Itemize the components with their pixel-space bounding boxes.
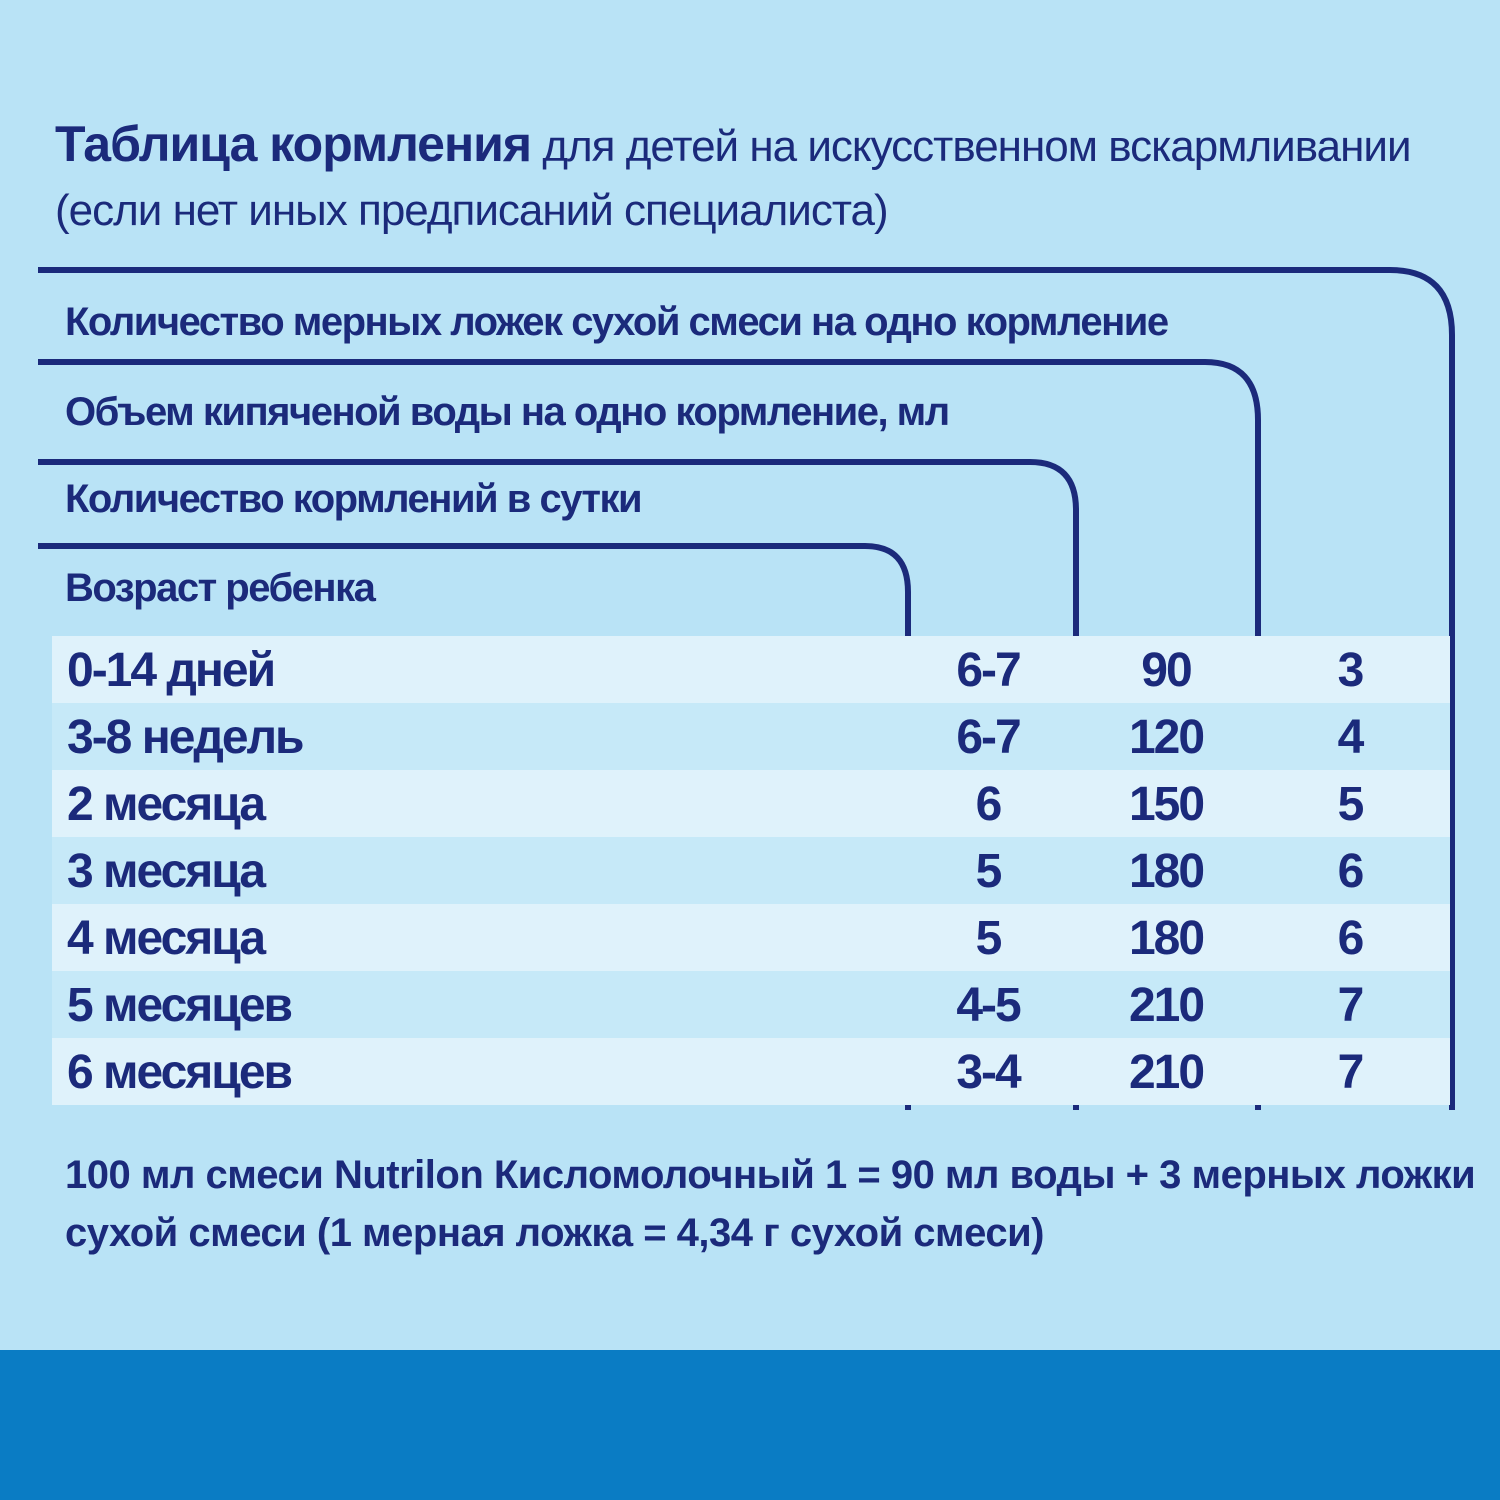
cell-age: 3 месяца bbox=[67, 845, 265, 898]
header-feedings: Количество кормлений в сутки bbox=[65, 477, 642, 521]
cell-age: 0-14 дней bbox=[67, 644, 275, 697]
title-rest: для детей на искусственном вскармливании (если нет иных предписаний специалиста) bbox=[55, 122, 1411, 235]
cell-age: 5 месяцев bbox=[67, 979, 292, 1032]
cell-feedings: 5 bbox=[975, 845, 1001, 898]
table-row bbox=[52, 904, 1450, 971]
table-row bbox=[52, 636, 1450, 703]
cell-water: 90 bbox=[1141, 644, 1191, 697]
cell-feedings: 6-7 bbox=[956, 711, 1020, 764]
table-row bbox=[52, 1038, 1450, 1105]
cell-water: 150 bbox=[1128, 778, 1204, 831]
footnote: 100 мл смеси Nutrilon Кисломолочный 1 = 90 мл воды + 3 мерных ложки сухой смеси (1 мерная ложка = 4,34 г сухой смеси) bbox=[65, 1153, 1476, 1255]
cell-feedings: 5 bbox=[975, 912, 1001, 965]
cell-water: 180 bbox=[1128, 912, 1204, 965]
cell-water: 210 bbox=[1128, 979, 1204, 1032]
table-row bbox=[52, 770, 1450, 837]
header-age: Возраст ребенка bbox=[65, 566, 375, 610]
cell-age: 4 месяца bbox=[67, 912, 265, 965]
cell-age: 6 месяцев bbox=[67, 1046, 292, 1099]
cell-feedings: 4-5 bbox=[956, 979, 1020, 1032]
cell-age: 3-8 недель bbox=[67, 711, 303, 764]
cell-spoons: 7 bbox=[1337, 979, 1363, 1032]
cell-water: 180 bbox=[1128, 845, 1204, 898]
cell-spoons: 3 bbox=[1337, 644, 1363, 697]
cell-feedings: 6-7 bbox=[956, 644, 1020, 697]
cell-water: 210 bbox=[1128, 1046, 1204, 1099]
cell-spoons: 5 bbox=[1337, 778, 1363, 831]
cell-spoons: 7 bbox=[1337, 1046, 1363, 1099]
cell-water: 120 bbox=[1128, 711, 1204, 764]
bottom-bar bbox=[0, 1350, 1500, 1500]
table-row bbox=[52, 837, 1450, 904]
cell-spoons: 4 bbox=[1337, 711, 1363, 764]
title-bold: Таблица кормления bbox=[55, 116, 532, 172]
header-water: Объем кипяченой воды на одно кормление, мл bbox=[65, 390, 949, 434]
cell-age: 2 месяца bbox=[67, 778, 265, 831]
table-row bbox=[52, 971, 1450, 1038]
cell-feedings: 3-4 bbox=[956, 1046, 1020, 1099]
table-row bbox=[52, 703, 1450, 770]
cell-spoons: 6 bbox=[1337, 845, 1363, 898]
cell-spoons: 6 bbox=[1337, 912, 1363, 965]
header-spoons: Количество мерных ложек сухой смеси на одно кормление bbox=[65, 300, 1168, 344]
cell-feedings: 6 bbox=[975, 778, 1001, 831]
